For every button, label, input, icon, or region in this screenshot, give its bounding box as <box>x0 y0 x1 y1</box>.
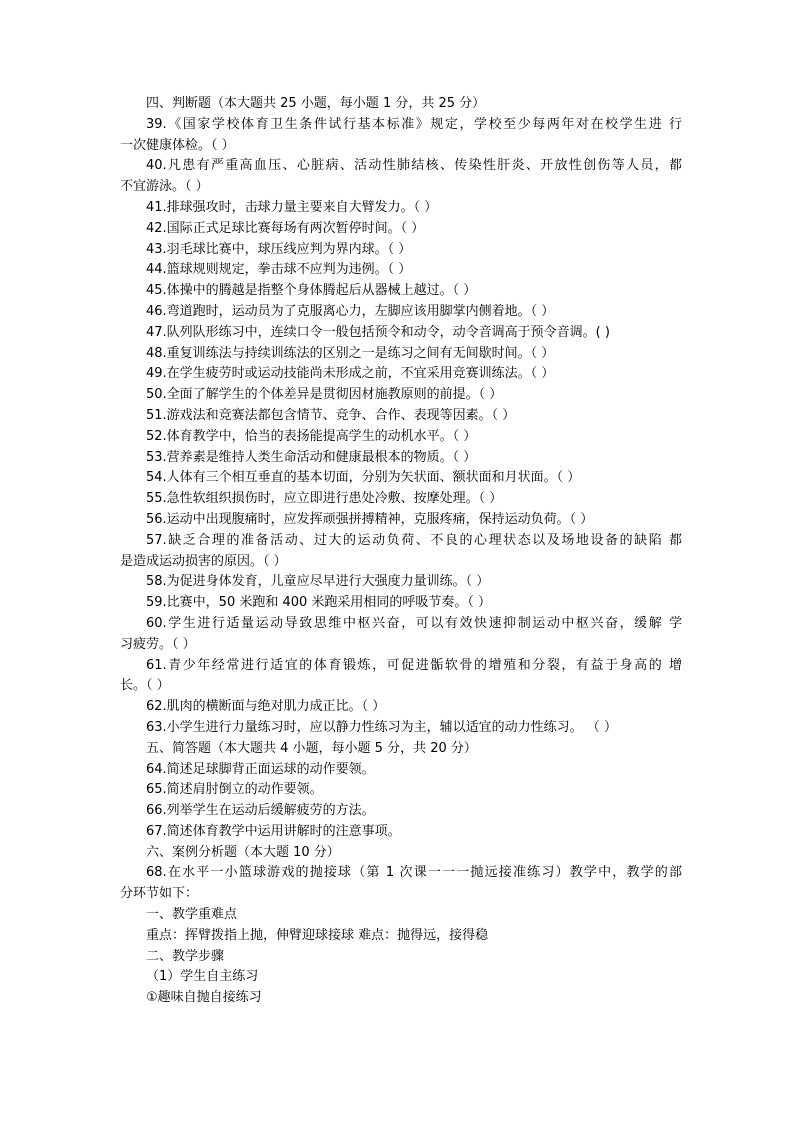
document-line: ①趣味自抛自接练习 <box>146 990 262 1006</box>
document-line: 47.队列队形练习中，连续口令一般包括预令和动令，动令音调高于预令音调。( ) <box>146 324 610 340</box>
document-line: 44.篮球规则规定，拳击球不应判为违例。（ ） <box>146 262 412 278</box>
document-line: 二、教学步骤 <box>146 948 225 964</box>
document-body <box>120 94 682 1009</box>
document-line: 四、判断题（本大题共 25 小题，每小题 1 分，共 25 分） <box>146 96 486 111</box>
document-line: 50.全面了解学生的个体差异是贯彻因材施教原则的前提。（ ） <box>146 387 503 403</box>
document-line: （1）学生自主练习 <box>146 969 259 985</box>
document-line: 重点：挥臂拨指上抛，伸臂迎球接球 难点：抛得远，接得稳 <box>146 927 489 943</box>
document-line: 六、案例分析题（本大题 10 分） <box>146 844 340 860</box>
document-line: 54.人体有三个相互垂直的基本切面，分别为矢状面、额状面和月状面。（ ） <box>146 470 581 486</box>
document-line: 48.重复训练法与持续训练法的区别之一是练习之间有无间歇时间。（ ） <box>146 345 555 361</box>
document-line: 一次健康体检。（ ） <box>120 137 235 153</box>
document-line: 64.简述足球脚背正面运球的动作要领。 <box>146 761 375 777</box>
document-line: 不宜游泳。（ ） <box>120 179 209 195</box>
document-line: 55.急性软组织损伤时，应立即进行患处冷敷、按摩处理。（ ） <box>146 491 503 507</box>
document-line: 43.羽毛球比赛中，球压线应判为界内球。（ ） <box>146 241 412 257</box>
document-line: 46.弯道跑时，运动员为了克服离心力，左脚应该用脚掌内侧着地。（ ） <box>146 303 555 319</box>
document-line: 45.体操中的腾越是指整个身体腾起后从器械上越过。（ ） <box>146 283 477 299</box>
document-line: 60.学生进行适量运动导致思维中枢兴奋，可以有效快速抑制运动中枢兴奋，缓解 学 <box>146 615 682 631</box>
document-line: 49.在学生疲劳时或运动技能尚未形成之前，不宜采用竞赛训练法。（ ） <box>146 366 555 382</box>
document-line: 51.游戏法和竞赛法都包含情节、竞争、合作、表现等因素。（ ） <box>146 407 516 423</box>
document-line: 57.缺乏合理的准备活动、过大的运动负荷、不良的心理状态以及场地设备的缺陷 都 <box>146 532 682 548</box>
document-line: 一、教学重难点 <box>146 907 238 923</box>
document-line: 61.青少年经常进行适宜的体育锻炼，可促进骺软骨的增殖和分裂，有益于身高的 增 <box>146 657 682 673</box>
document-line: 56.运动中出现腹痛时，应发挥顽强拼搏精神，克服疼痛，保持运动负荷。（ ） <box>146 511 594 527</box>
document-line: 39.《国家学校体育卫生条件试行基本标准》规定，学校至少每两年对在校学生进 行 <box>146 116 682 132</box>
document-line: 59.比赛中，50 米跑和 400 米跑采用相同的呼吸节奏。（ ） <box>146 595 492 611</box>
document-line: 67.简述体育教学中运用讲解时的注意事项。 <box>146 823 401 839</box>
document-line: 62.肌肉的横断面与绝对肌力成正比。（ ） <box>146 699 386 715</box>
document-line: 分环节如下： <box>120 886 199 902</box>
document-line: 63.小学生进行力量练习时，应以静力性练习为主，辅以适宜的动力性练习。 （ ） <box>146 719 617 735</box>
document-line: 41.排球强攻时，击球力量主要来自大臂发力。（ ） <box>146 199 438 215</box>
document-line: 65.简述肩肘倒立的动作要领。 <box>146 782 323 798</box>
document-line: 习疲劳。（ ） <box>120 636 196 652</box>
document-line: 58.为促进身体发育，儿童应尽早进行大强度力量训练。（ ） <box>146 574 490 590</box>
document-line: 五、简答题（本大题共 4 小题，每小题 5 分，共 20 分） <box>146 740 477 756</box>
document-line: 53.营养素是维持人类生命活动和健康最根本的物质。（ ） <box>146 449 477 465</box>
document-line: 长。（ ） <box>120 678 170 694</box>
document-line: 68.在水平一小篮球游戏的抛接球（第 1 次课一一一抛远接准练习）教学中，教学的部 <box>146 865 682 881</box>
document-line: 42.国际正式足球比赛每场有两次暂停时间。（ ） <box>146 220 425 236</box>
document-line: 66.列举学生在运动后缓解疲劳的方法。 <box>146 803 375 819</box>
document-line: 52.体育教学中，恰当的表扬能提高学生的动机水平。（ ） <box>146 428 477 444</box>
document-line: 是造成运动损害的原因。（ ） <box>120 553 287 569</box>
document-line: 40.凡患有严重高血压、心脏病、活动性肺结核、传染性肝炎、开放性创伤等人员，都 <box>146 158 682 174</box>
